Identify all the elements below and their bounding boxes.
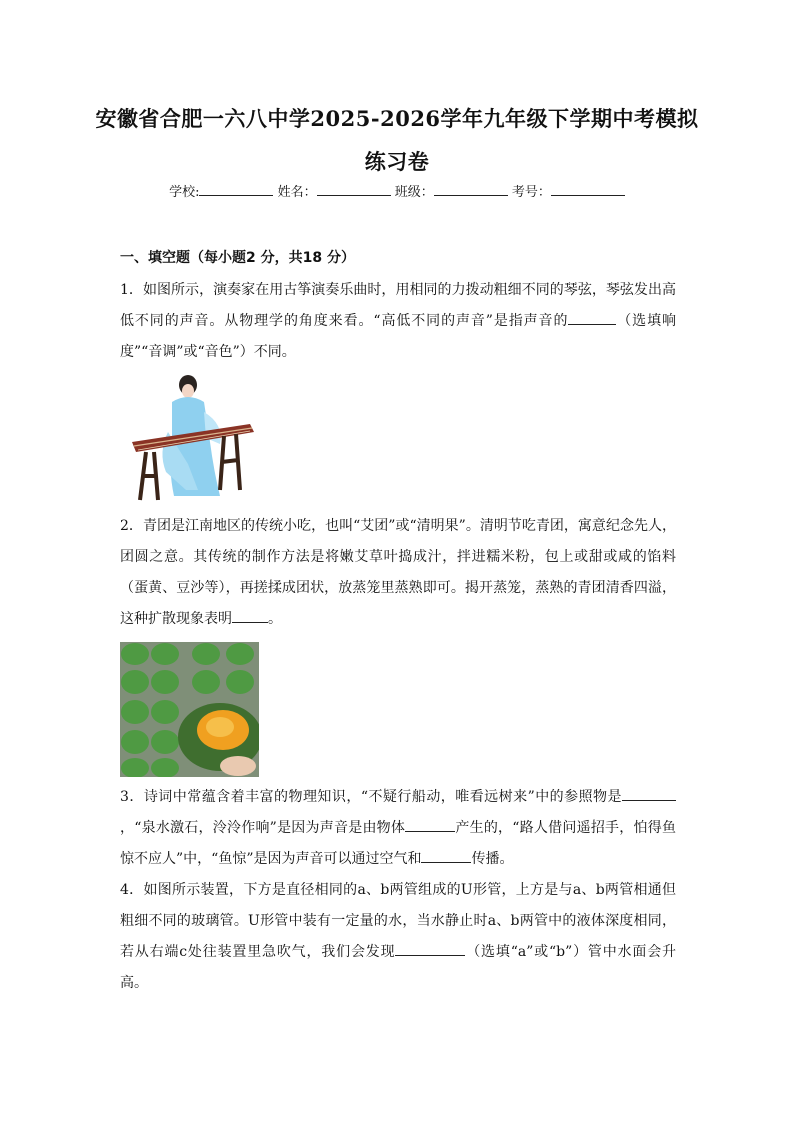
exam-no-label: 考号： xyxy=(511,185,551,200)
answer-blank[interactable] xyxy=(421,848,471,863)
question-number: 3． xyxy=(120,789,144,805)
guzheng-player-image xyxy=(128,372,268,506)
section-heading: 一、填空题（每小题2 分，共18 分） xyxy=(120,250,355,266)
answer-blank[interactable] xyxy=(395,941,465,956)
question-text: （选填响度”“音调”或“音色”）不同。 xyxy=(120,313,676,360)
question-number: 4． xyxy=(120,882,144,898)
answer-blank[interactable] xyxy=(568,310,616,325)
question-2 xyxy=(120,511,676,635)
qingtuan-photo-image xyxy=(120,642,259,777)
question-1 xyxy=(120,275,676,368)
question-text: 如图所示装置，下方是直径相同的a、b两管组成的U形管，上方是与a、b两管相通但粗细不同的玻璃管。U形管中装有一定量的水，当水静止时a、b两管中的液体深度相同，若从右端c处往装置里急吹气，我们会发现 xyxy=(120,882,676,960)
question-4 xyxy=(120,875,676,999)
class-blank[interactable] xyxy=(434,183,508,196)
question-text: 产生的，“路人借问遥招手，怕得鱼惊不应人”中，“鱼惊”是因为声音可以通过空气和 xyxy=(120,820,676,867)
question-text: 如图所示，演奏家在用古筝演奏乐曲时，用相同的力拨动粗细不同的琴弦，琴弦发出高低不同的声音。从物理学的角度来看。“高低不同的声音”是指声音的 xyxy=(120,282,676,329)
question-text: 青团是江南地区的传统小吃，也叫“艾团”或“清明果”。清明节吃青团，寓意纪念先人，团圆之意。其传统的制作方法是将嫩艾草叶捣成汁，拌进糯米粉，包上或甜或咸的馅料（蛋黄、豆沙等），再搓揉成团状，放蒸笼里蒸熟即可。揭开蒸笼，蒸熟的青团清香四溢，这种扩散现象表明 xyxy=(120,518,676,627)
question-text: （选填“a”或“b”）管中水面会升高。 xyxy=(120,944,677,991)
answer-blank[interactable] xyxy=(622,786,676,801)
name-blank[interactable] xyxy=(317,183,391,196)
question-number: 1． xyxy=(120,282,143,298)
exam-no-blank[interactable] xyxy=(551,183,625,196)
answer-blank[interactable] xyxy=(232,608,268,623)
question-text: 诗词中常蕴含着丰富的物理知识，“不疑行船动，唯看远树来”中的参照物是 xyxy=(143,789,622,805)
class-label: 班级： xyxy=(394,185,434,200)
question-3 xyxy=(120,782,676,875)
question-text: 传播。 xyxy=(471,851,514,867)
answer-blank[interactable] xyxy=(405,817,455,832)
question-text: 。 xyxy=(268,611,282,627)
name-label: 姓名： xyxy=(277,185,317,200)
student-info-line xyxy=(0,181,794,200)
school-blank[interactable] xyxy=(199,183,273,196)
school-label: 学校: xyxy=(169,185,200,200)
page-title: 安徽省合肥一六八中学2025-2026学年九年级下学期中考模拟 xyxy=(95,106,699,131)
question-text: ，“泉水激石，泠泠作响”是因为声音是由物体 xyxy=(120,820,406,836)
question-number: 2． xyxy=(120,518,143,534)
page-subtitle: 练习卷 xyxy=(364,149,430,174)
